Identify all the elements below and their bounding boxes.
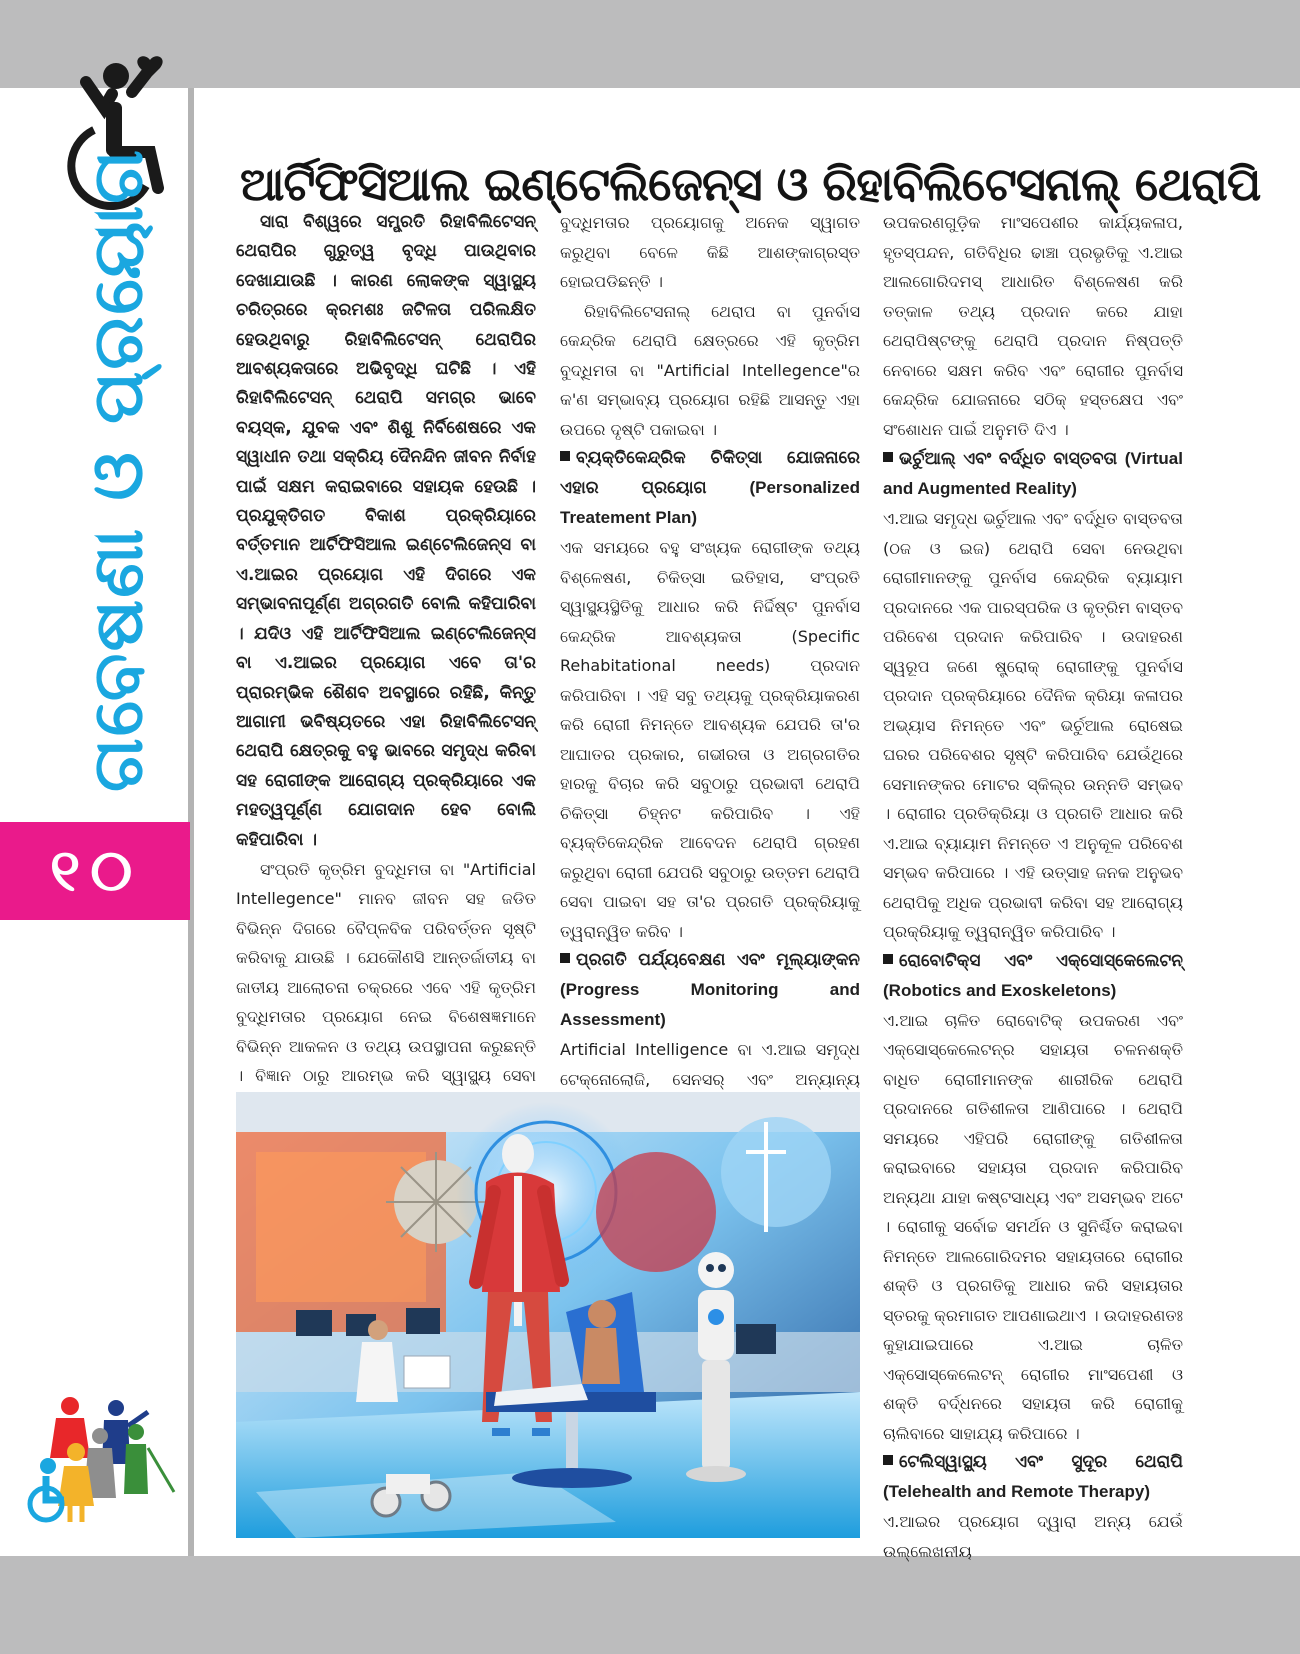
section-heading-english: (Progress Monitoring and Assessment) bbox=[560, 980, 860, 1029]
bullet-square-icon bbox=[560, 451, 570, 461]
section-heading-text: ଭର୍ଚୁଆଲ୍ ଏବଂ ବର୍ଦ୍ଧିତ ବାସ୍ତବତା bbox=[899, 449, 1118, 469]
section-heading-english: (Virtual and Augmented Reality) bbox=[883, 449, 1183, 498]
section-body-telehealth: ଏ.ଆଇର ପ୍ରୟୋଗ ଦ୍ୱାରା ଅନ୍ୟ ଯେଉଁ ଉଲ୍ଲେଖନୀୟ bbox=[883, 1512, 1183, 1561]
bullet-square-icon bbox=[883, 1455, 893, 1465]
section-heading-english: (Telehealth and Remote Therapy) bbox=[883, 1482, 1151, 1501]
column-3 bbox=[883, 208, 1183, 1566]
section-heading-virtual bbox=[883, 444, 1183, 504]
section-heading-english: (Personalized Treatement Plan) bbox=[560, 478, 860, 527]
paragraph-ai-intro: ସଂପ୍ରତି କୃତ୍ରିମ ବୁଦ୍ଧିମତା ବା "Artificial Intellegence" ମାନବ ଜୀବନ ସହ ଜଡିତ ବିଭିନ୍ନ ଦିଗରେ ବୈପ୍ଳବିକ ପରିବର୍ତ୍ତନ ସୃଷ୍ଟି କରିବାକୁ ଯାଉଛି । ଯେକୌଣସି ଆନ୍ତର୍ଜାତୀୟ ବା ଜାତୀୟ ଆଲୋଚନା ଚକ୍ରରେ ଏବେ ଏହି କୃତ୍ରିମ ବୁଦ୍ଧିମତାର ପ୍ରୟୋଗ ନେଇ ବିଶେଷଜ୍ଞମାନେ ବିଭିନ୍ନ ଆକଳନ ଓ ତଥ୍ୟ ଉପସ୍ଥାପନା କରୁଛନ୍ତି । ବିଜ୍ଞାନ ଠାରୁ ଆରମ୍ଭ କରି ସ୍ୱାସ୍ଥ୍ୟ ସେବା bbox=[236, 859, 536, 1086]
section-heading-robotics bbox=[883, 947, 1183, 1006]
column-1 bbox=[236, 208, 536, 1120]
inclusive-people-logo-icon bbox=[24, 1396, 189, 1526]
section-heading-personalized bbox=[560, 444, 860, 533]
section-body-progress: Artificial Intelligence ବା ଏ.ଆଇ ସମୃଦ୍ଧ ଟେକ୍ନୋଲୋଜି, ସେନସର୍ ଏବଂ ଅନ୍ୟାନ୍ୟ bbox=[560, 1040, 860, 1089]
bottom-band bbox=[0, 1556, 1300, 1654]
side-title-text: ଗବେଷଣା ଓ ପ୍ରୟୋଗ bbox=[76, 147, 159, 793]
section-heading-text: ରୋବୋଟିକ୍ସ ଏବଂ ଏକ୍ସୋସ୍କେଲେଟନ୍ bbox=[899, 950, 1183, 971]
article-title: ଆର୍ଟିଫିସିଆଲ ଇଣ୍ଟେଲିଜେନ୍ସ ଓ ରିହାବିଲିଟେସନାଲ୍ ଥେରାପି bbox=[240, 156, 1261, 211]
section-heading-text: ପ୍ରଗତି ପର୍ଯ୍ୟବେକ୍ଷଣ ଏବଂ ମୂଲ୍ୟାଙ୍କନ bbox=[576, 950, 860, 970]
paragraph-devices: ଉପକରଣଗୁଡ଼ିକ ମାଂସପେଶୀର କାର୍ଯ୍ୟକଳାପ, ହୃତସ୍ପନ୍ଦନ, ଗତିବିଧିର ଢାଞ୍ଚା ପ୍ରଭୃତିକୁ ଏ.ଆଇ ଆଲଗୋରିଦମସ୍ ଆଧାରିତ ବିଶ୍ଳେଷଣ କରି ତତ୍କାଳ ତଥ୍ୟ ପ୍ରଦାନ କରେ ଯାହା ଥେରାପିଷ୍ଟଙ୍କୁ ଥେରାପି ପ୍ରଦାନ ନିଷ୍ପତ୍ତି ନେବାରେ ସକ୍ଷମ କରିବ ଏବଂ ରୋଗୀର ପୁନର୍ବାସ କେନ୍ଦ୍ରିକ ଯୋଜନାରେ ସଠିକ୍ ହସ୍ତକ୍ଷେପ ଏବଂ ସଂଶୋଧନ ପାଇଁ ଅନୁମତି ଦିଏ । bbox=[883, 213, 1183, 439]
column-2 bbox=[560, 208, 860, 1183]
section-body-robotics: ଏ.ଆଇ ଚାଳିତ ରୋବୋଟିକ୍ ଉପକରଣ ଏବଂ ଏକ୍ସୋସ୍କେଲେଟନ୍ର ସହାୟତା ଚଳନଶକ୍ତି ବାଧିତ ରୋଗୀମାନଙ୍କ ଶାରୀରିକ ଥେରାପି ପ୍ରଦାନରେ ଗତିଶୀଳତା ଆଣିପାରେ । ଥେରାପି ସମୟରେ ଏହିପରି ରୋଗୀଙ୍କୁ ଗତିଶୀଳତା କରାଇବାରେ ସହାୟତା ପ୍ରଦାନ କରିପାରିବ ଅନ୍ୟଥା ଯାହା କଷ୍ଟସାଧ୍ୟ ଏବଂ ଅସମ୍ଭବ ଅଟେ । ରୋଗୀକୁ ସର୍ବୋଚ୍ଚ ସମର୍ଥନ ଓ ସୁନିର୍ଶ୍ଚିତ କରାଇବା ନିମନ୍ତେ ଆଲଗୋରିଦମର ସହାୟତାରେ ରୋଗୀର ଶକ୍ତି ଓ ପ୍ରଗତିକୁ ଆଧାର କରି ସହାୟତାର ସ୍ତରକୁ କ୍ରମାଗତ ଆପଣାଇଥାଏ । ଉଦାହରଣତଃ କୁହାଯାଇପାରେ ଏ.ଆଇ ଚାଳିତ ଏକ୍ସୋସ୍କେଲେଟନ୍ ରୋଗୀର ମାଂସପେଶୀ ଓ ଶକ୍ତି ବର୍ଦ୍ଧନରେ ସହାୟତା କରି ରୋଗୀକୁ ଚାଲିବାରେ ସାହାଯ୍ୟ କରିପାରେ । bbox=[883, 1010, 1183, 1443]
section-heading-text: ଟେଲିସ୍ୱାସ୍ଥ୍ୟ ଏବଂ ସୁଦୂର ଥେରାପି bbox=[899, 1452, 1183, 1472]
section-heading-text: ବ୍ୟକ୍ତିକେନ୍ଦ୍ରିକ ଚିକିତ୍ସା ଯୋଜନାରେ ଏହାର ପ୍ରୟୋଗ bbox=[560, 448, 860, 498]
page-number-tab bbox=[0, 822, 190, 920]
top-band bbox=[0, 0, 1300, 88]
bullet-square-icon bbox=[883, 452, 893, 462]
section-heading-progress bbox=[560, 946, 860, 1035]
bullet-square-icon bbox=[560, 953, 570, 963]
bullet-square-icon bbox=[883, 954, 893, 964]
section-body-virtual: ଏ.ଆଇ ସମୃଦ୍ଧ ଭର୍ଚୁଆଲ ଏବଂ ବର୍ଦ୍ଧିତ ବାସ୍ତବତା (ଠଜ ଓ ଇଜ) ଥେରାପି ସେବା ନେଉଥିବା ରୋଗୀମାନଙ୍କୁ ପୁନର୍ବାସ କେନ୍ଦ୍ରିକ ବ୍ୟାୟାମ ପ୍ରଦାନରେ ଏକ ପାରସ୍ପରିକ ଓ କୃତ୍ରିମ ବାସ୍ତବ ପରିବେଶ ପ୍ରଦାନ କରିପାରିବ । ଉଦାହରଣ ସ୍ୱରୂପ ଜଣେ ଷ୍ଟ୍ରୋକ୍ ରୋଗୀଙ୍କୁ ପୁନର୍ବାସ ପ୍ରଦାନ ପ୍ରକ୍ରିୟାରେ ଦୈନିକ କ୍ରିୟା କଳାପର ଅଭ୍ୟାସ ନିମନ୍ତେ ଏବଂ ଭର୍ଚୁଆଲ ରୋଷେଇ ଘରର ପରିବେଶର ସୃଷ୍ଟି କରିପାରିବ ଯେଉଁଥିରେ ସେମାନଙ୍କର ମୋଟର ସ୍କିଲ୍ର ଉନ୍ନତି ସମ୍ଭବ । ରୋଗୀର ପ୍ରତିକ୍ରିୟା ଓ ପ୍ରଗତି ଆଧାର କରି ଏ.ଆଇ ବ୍ୟାୟାମ ନିମନ୍ତେ ଏ ଅନୁକୂଳ ପରିବେଶ ସମ୍ଭବ କରିପାରେ । ଏହି ଉତ୍ସାହ ଜନକ ଅନୁଭବ ଥେରାପିକୁ ଅଧିକ ପ୍ରଭାବୀ କରିବା ସହ ଆରୋଗ୍ୟ ପ୍ରକ୍ରିୟାକୁ ତ୍ୱରାନ୍ୱିତ କରିପାରିବ । bbox=[883, 509, 1183, 941]
side-section-title bbox=[58, 147, 178, 793]
lead-paragraph: ସାରା ବିଶ୍ୱରେ ସମ୍ପ୍ରତି ରିହାବିଲିଟେସନ୍ ଥେରାପିର ଗୁରୁତ୍ୱ ବୃଦ୍ଧି ପାଉଥିବାର ଦେଖାଯାଉଛି । କାରଣ ଲୋକଙ୍କ ସ୍ୱାସ୍ଥ୍ୟ ଚରିତ୍ରରେ କ୍ରମଶଃ ଜଟିଳତା ପରିଲକ୍ଷିତ ହେଉଥିବାରୁ ରିହାବିଲିଟେସନ୍ ଥେରାପିର ଆବଶ୍ୟକତାରେ ଅଭିବୃଦ୍ଧି ଘଟିଛି । ଏହି ରିହାବିଲିଟେସନ୍ ଥେରାପି ସମଗ୍ର ଭାବେ ବୟସ୍କ, ଯୁବକ ଏବଂ ଶିଶୁ ନିର୍ବିଶେଷରେ ଏକ ସ୍ୱାଧୀନ ତଥା ସକ୍ରିୟ ଦୈନନ୍ଦିନ ଜୀବନ ନିର୍ବାହ ପାଇଁ ସକ୍ଷମ କରାଇବାରେ ସହାୟକ ହେଉଛି । ପ୍ରଯୁକ୍ତିଗତ ବିକାଶ ପ୍ରକ୍ରିୟାରେ ବର୍ତ୍ତମାନ ଆର୍ଟିଫିସିଆଲ ଇଣ୍ଟେଲିଜେନ୍ସ ବା ଏ.ଆଇର ପ୍ରୟୋଗ ଏହି ଦିଗରେ ଏକ ସମ୍ଭାବନାପୂର୍ଣ୍ଣ ଅଗ୍ରଗତି ବୋଲି କହିପାରିବା । ଯଦିଓ ଏହି ଆର୍ଟିଫିସିଆଲ ଇଣ୍ଟେଲିଜେନ୍ସ ବା ଏ.ଆଇର ପ୍ରୟୋଗ ଏବେ ତା'ର ପ୍ରାରମ୍ଭିକ ଶୈଶବ ଅବସ୍ଥାରେ ରହିଛି, କିନ୍ତୁ ଆଗାମୀ ଭବିଷ୍ୟତରେ ଏହା ରିହାବିଲିଟେସନ୍ ଥେରାପି କ୍ଷେତ୍ରକୁ ବହୁ ଭାବରେ ସମୃଦ୍ଧ କରିବା ସହ ରୋଗୀଙ୍କ ଆରୋଗ୍ୟ ପ୍ରକ୍ରିୟାରେ ଏକ ମହତ୍ୱପୂର୍ଣ୍ଣ ଯୋଗଦାନ ହେବ ବୋଲି କହିପାରିବା । bbox=[236, 212, 536, 850]
section-body-personalized: ଏକ ସମୟରେ ବହୁ ସଂଖ୍ୟକ ରୋଗୀଙ୍କ ତଥ୍ୟ ବିଶ୍ଳେଷଣ, ଚିକିତ୍ସା ଇତିହାସ, ସଂପ୍ରତି ସ୍ୱାସ୍ଥ୍ୟସ୍ଥିତିକୁ ଆଧାର କରି ନିର୍ଦ୍ଦିଷ୍ଟ ପୁନର୍ବାସ କେନ୍ଦ୍ରିକ ଆବଶ୍ୟକତା (Specific Rehabitational needs) ପ୍ରଦାନ କରିପାରିବା । ଏହି ସବୁ ତଥ୍ୟକୁ ପ୍ରକ୍ରିୟାକରଣ କରି ରୋଗୀ ନିମନ୍ତେ ଆବଶ୍ୟକ ଯେପରି ତା'ର ଆଘାତର ପ୍ରକାର, ଗଭୀରତା ଓ ଅଗ୍ରଗତିର ହାରକୁ ବିଚାର କରି ସବୁଠାରୁ ପ୍ରଭାବୀ ଥେରାପି ଚିକିତ୍ସା ଚିହ୍ନଟ କରିପାରିବ । ଏହି ବ୍ୟକ୍ତିକେନ୍ଦ୍ରିକ ଆବେଦନ ଥେରାପି ଗ୍ରହଣ କରୁଥିବା ରୋଗୀ ଯେପରି ସବୁଠାରୁ ଉତ୍ତମ ଥେରାପି ସେବା ପାଇବା ସହ ତା'ର ପ୍ରଗତି ପ୍ରକ୍ରିୟାକୁ ତ୍ୱରାନ୍ୱିତ କରିବ । bbox=[560, 538, 860, 941]
ai-rehab-illustration bbox=[236, 1092, 860, 1538]
section-heading-telehealth bbox=[883, 1448, 1183, 1507]
page-number: ୧୦ bbox=[50, 836, 143, 904]
paragraph-welcome: ବୁଦ୍ଧିମତାର ପ୍ରୟୋଗକୁ ଅନେକ ସ୍ୱାଗତ କରୁଥିବା ବେଳେ କିଛି ଆଶଙ୍କାଗ୍ରସ୍ତ ହୋଇପଡିଛନ୍ତି । bbox=[560, 213, 860, 291]
section-heading-english: (Robotics and Exoskeletons) bbox=[883, 980, 1117, 1000]
paragraph-rehab-intro: ରିହାବିଲିଟେସନାଲ୍ ଥେରାପ ବା ପୁନର୍ବାସ କେନ୍ଦ୍ରିକ ଥେରାପି କ୍ଷେତ୍ରରେ ଏହି କୃତ୍ରିମ ବୁଦ୍ଧିମତା ବା "Artificial Intellegence"ର କ'ଣ ସମ୍ଭାବ୍ୟ ପ୍ରୟୋଗ ରହିଛି ଆସନ୍ତୁ ଏହା ଉପରେ ଦୃଷ୍ଟି ପକାଇବା । bbox=[560, 301, 860, 439]
